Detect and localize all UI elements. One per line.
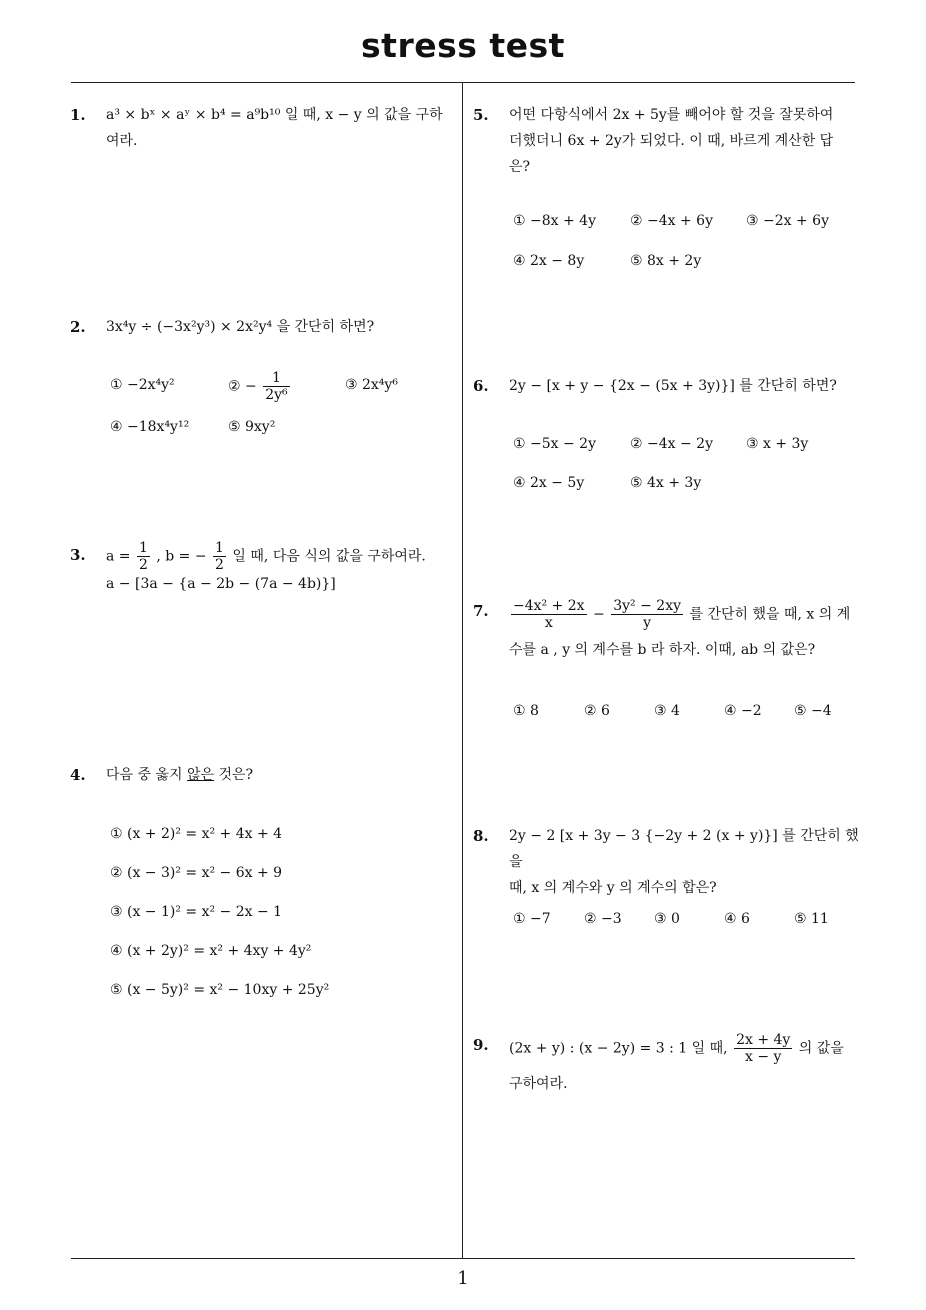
question-number: 8. [473, 827, 489, 845]
option-1: ① −2x⁴y² [110, 377, 175, 393]
option-1: ① −7 [513, 911, 551, 927]
question-text: 때, x 의 계수와 y 의 계수의 합은? [509, 880, 717, 896]
question-5 [473, 102, 869, 180]
option-2: ② 6 [584, 703, 610, 719]
question-2 [70, 314, 466, 340]
fraction [611, 598, 683, 631]
question-number: 7. [473, 602, 489, 620]
text-emphasis: 않은 [186, 767, 215, 783]
fraction [511, 598, 587, 631]
option-5: ⑤ 9xy² [228, 419, 276, 435]
option-5: ⑤ −4 [794, 703, 832, 719]
question-3 [70, 540, 466, 597]
option-1: ① (x + 2)² = x² + 4x + 4 [110, 826, 283, 842]
text-part: a = [106, 548, 131, 565]
option-3: ③ (x − 1)² = x² − 2x − 1 [110, 904, 283, 920]
fraction [213, 540, 226, 573]
question-8 [473, 823, 869, 901]
option-label: ② − [228, 378, 257, 395]
option-4: ④ (x + 2y)² = x² + 4xy + 4y² [110, 943, 312, 959]
page-title: stress test [361, 26, 565, 65]
fraction-denominator: x [544, 615, 553, 631]
text-part: 를 간단히 했을 때, x 의 계 [689, 606, 851, 623]
question-text: 구하여라. [509, 1076, 568, 1092]
option-1: ① −8x + 4y [513, 213, 596, 229]
footer-divider [71, 1258, 855, 1259]
question-text: 2y − [x + y − {2x − (5x + 3y)}] 를 간단히 하면? [509, 378, 837, 394]
question-text [106, 540, 466, 573]
column-divider [462, 83, 463, 1259]
question-number: 9. [473, 1036, 489, 1054]
question-text: a³ × bˣ × aʸ × b⁴ = a⁹b¹⁰ 일 때, x − y 의 값을 구하 [106, 107, 443, 123]
option-3: ③ 4 [654, 703, 680, 719]
question-expression: a − [3a − {a − 2b − (7a − 4b)}] [106, 576, 336, 592]
option-5: ⑤ 11 [794, 911, 829, 927]
text-part: 다음 중 옳지 [106, 767, 187, 783]
option-5: ⑤ 8x + 2y [630, 253, 702, 269]
fraction [263, 370, 289, 403]
fraction-numerator: 1 [138, 540, 148, 556]
question-number: 4. [70, 766, 86, 784]
page-number: 1 [457, 1268, 469, 1289]
fraction-numerator: 1 [215, 540, 224, 556]
question-number: 6. [473, 377, 489, 395]
text-part: , b = − [156, 548, 207, 565]
question-text: 3x⁴y ÷ (−3x²y³) × 2x²y⁴ 을 간단히 하면? [106, 319, 375, 335]
fraction [734, 1032, 792, 1065]
text-part: 의 값을 [798, 1040, 844, 1057]
question-text: 더했더니 6x + 2y가 되었다. 이 때, 바르게 계산한 답 [509, 133, 834, 149]
question-number: 5. [473, 106, 489, 124]
text-part: (2x + y) : (x − 2y) = 3 : 1 일 때, [509, 1040, 728, 1057]
option-3: ③ 2x⁴y⁶ [345, 377, 398, 393]
question-4 [70, 762, 466, 788]
question-text [509, 598, 864, 631]
question-text: 여라. [106, 133, 138, 149]
fraction-denominator: 2 [215, 557, 224, 573]
question-text: 2y − 2 [x + 3y − 3 {−2y + 2 (x + y)}] 를 간단히 했을 [509, 828, 859, 870]
option-4: ④ 2x − 5y [513, 475, 585, 491]
question-text: 수를 a , y 의 계수를 b 라 하자. 이때, ab 의 값은? [509, 642, 816, 658]
text-part: − [593, 606, 605, 623]
text-part: 것은? [214, 767, 254, 783]
question-number: 1. [70, 106, 86, 124]
fraction-denominator: 2y⁶ [265, 387, 288, 403]
option-2 [228, 370, 292, 403]
fraction-numerator: 1 [263, 370, 289, 387]
option-4: ④ −18x⁴y¹² [110, 419, 190, 435]
option-4: ④ −2 [724, 703, 762, 719]
fraction [137, 540, 150, 573]
option-4: ④ 6 [724, 911, 750, 927]
option-2: ② −3 [584, 911, 622, 927]
option-3: ③ −2x + 6y [746, 213, 829, 229]
option-2: ② −4x + 6y [630, 213, 713, 229]
option-3: ③ 0 [654, 911, 680, 927]
question-number: 3. [70, 546, 86, 564]
fraction-denominator: x − y [744, 1049, 782, 1065]
option-1: ① −5x − 2y [513, 436, 596, 452]
question-text [509, 1032, 864, 1065]
option-5: ⑤ 4x + 3y [630, 475, 702, 491]
question-text: 은? [509, 159, 531, 175]
option-4: ④ 2x − 8y [513, 253, 585, 269]
option-2: ② (x − 3)² = x² − 6x + 9 [110, 865, 283, 881]
fraction-denominator: y [643, 615, 652, 631]
option-1: ① 8 [513, 703, 539, 719]
fraction-numerator: −4x² + 2x [513, 598, 585, 614]
option-3: ③ x + 3y [746, 436, 809, 452]
question-6 [473, 373, 869, 399]
question-text [106, 762, 466, 788]
fraction-denominator: 2 [138, 557, 148, 573]
fraction-numerator: 3y² − 2xy [613, 598, 682, 614]
question-1 [70, 102, 466, 154]
question-9 [473, 1032, 864, 1097]
text-part: 일 때, 다음 식의 값을 구하여라. [232, 548, 426, 565]
header-divider [71, 82, 855, 83]
question-number: 2. [70, 318, 86, 336]
option-2: ② −4x − 2y [630, 436, 713, 452]
question-text: 어떤 다항식에서 2x + 5y를 빼어야 할 것을 잘못하여 [509, 107, 834, 123]
question-7 [473, 598, 864, 663]
option-5: ⑤ (x − 5y)² = x² − 10xy + 25y² [110, 982, 330, 998]
fraction-numerator: 2x + 4y [736, 1032, 791, 1048]
